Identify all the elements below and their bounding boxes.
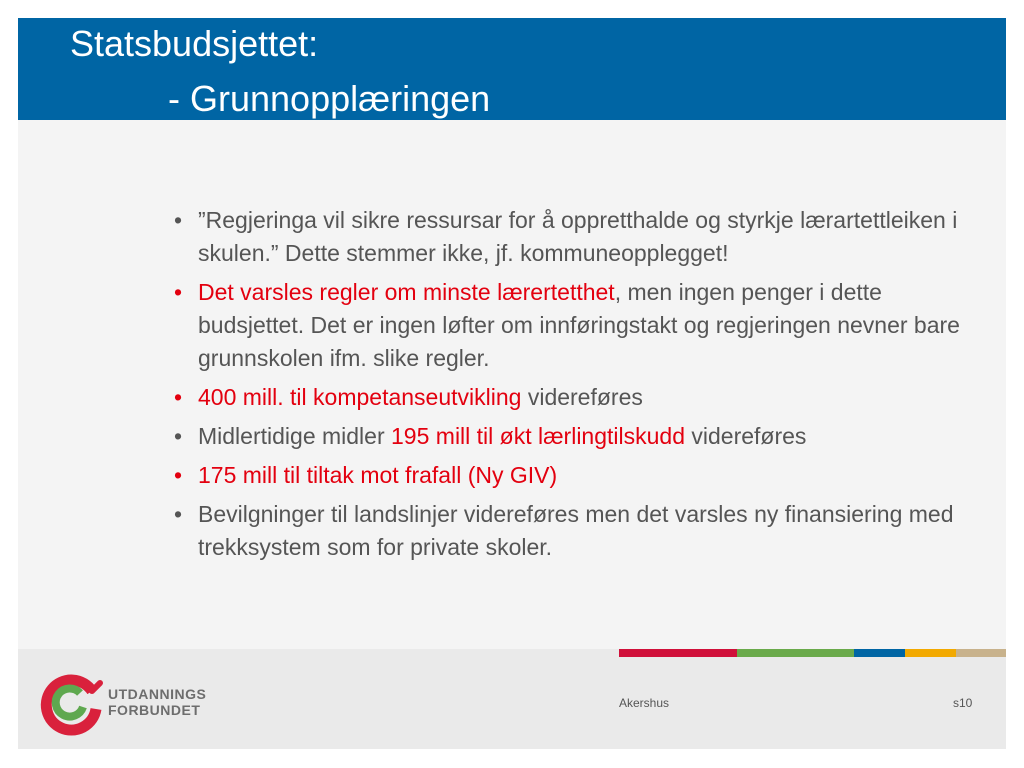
slide-footer <box>18 649 1006 749</box>
bullet-dot: • <box>174 423 183 449</box>
logo-text-line1: UTDANNINGS <box>108 686 207 702</box>
bullet-item <box>174 459 980 492</box>
bullet-text: Midlertidige midler <box>198 423 392 449</box>
bullet-highlight: Det varsles regler om minste lærertetthet <box>198 279 615 305</box>
bullet-highlight: 400 mill. til kompetanseutvikling <box>198 384 522 410</box>
bullet-item <box>174 381 980 414</box>
bullet-dot: • <box>174 384 183 410</box>
utdanningsforbundet-logo-icon <box>36 669 106 739</box>
slide-title: Statsbudsjettet: <box>70 23 319 64</box>
slide <box>18 18 1006 749</box>
stripe-green <box>737 649 854 657</box>
bullet-highlight: 195 mill til økt lærlingtilskudd <box>391 423 685 449</box>
bullet-dot: • <box>174 207 183 233</box>
bullet-item <box>174 420 980 453</box>
stripe-blue <box>854 649 905 657</box>
page-number: s10 <box>953 696 973 710</box>
bullet-dot: • <box>174 279 183 305</box>
bullet-item <box>174 498 980 564</box>
slide-subtitle: - Grunnopplæringen <box>168 78 491 119</box>
stripe-red <box>619 649 737 657</box>
bullet-highlight: 175 mill til tiltak mot frafall (Ny GIV) <box>198 462 558 488</box>
color-stripes <box>619 649 1006 657</box>
bullet-text: videreføres <box>685 423 807 449</box>
bullet-text: Bevilgninger til landslinjer videreføres men det varsles ny finansiering med trekksystem som for private skoler. <box>198 501 954 560</box>
slide-header <box>18 18 1006 120</box>
bullet-text: , men ingen penger i dette budsjettet. Det er ingen løfter om innføringstakt og regjeringen nevner bare grunnskolen ifm. slike regler. <box>198 279 960 371</box>
logo-text-line2: FORBUNDET <box>108 702 201 718</box>
bullet-text: videreføres <box>521 384 643 410</box>
footer-location: Akershus <box>619 696 670 710</box>
bullet-list <box>174 204 980 570</box>
bullet-dot: • <box>174 501 183 527</box>
stripe-tan <box>956 649 1006 657</box>
bullet-text: ”Regjeringa vil sikre ressursar for å oppretthalde og styrkje lærartettleiken i skulen.” Dette stemmer ikke, jf. kommuneopplegget! <box>198 207 958 266</box>
bullet-item <box>174 276 980 375</box>
logo-wordmark <box>108 686 206 718</box>
stripe-yellow <box>905 649 956 657</box>
bullet-item <box>174 204 980 270</box>
bullet-dot: • <box>174 462 183 488</box>
